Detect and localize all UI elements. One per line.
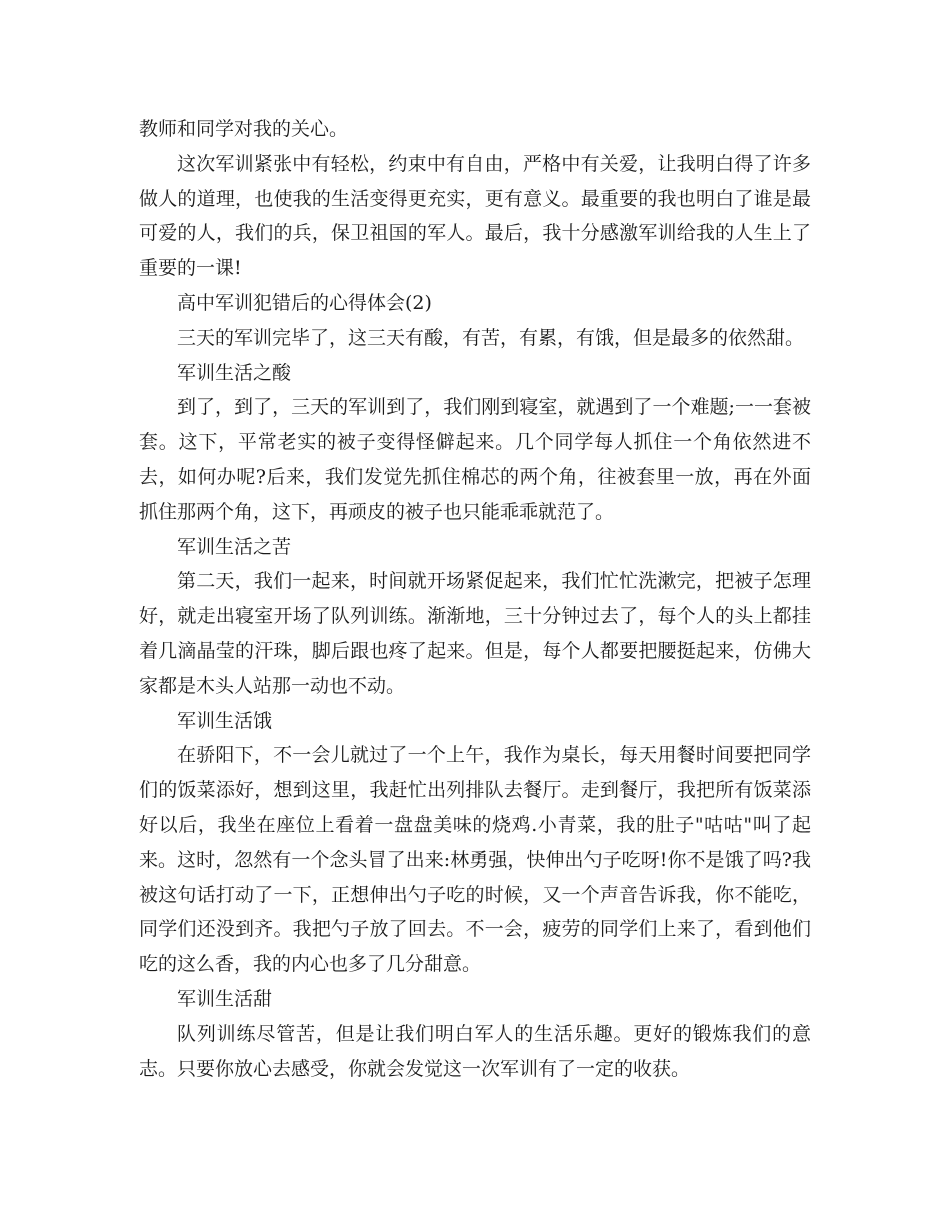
- section-heading-sour: 军训生活之酸: [177, 361, 292, 384]
- paragraph-sweet: 队列训练尽管苦，但是让我们明白军人的生活乐趣。更好的锻炼我们的意志。只要你放心去感受，你就会发觉这一次军训有了一定的收获。: [139, 1022, 811, 1080]
- section-heading-sweet: 军训生活甜: [177, 987, 273, 1010]
- article-title: 高中军训犯错后的心得体会(2): [177, 291, 432, 314]
- paragraph-conclusion: 这次军训紧张中有轻松，约束中有自由，严格中有关爱，让我明白得了许多做人的道理，也使我的生活变得更充实，更有意义。最重要的我也明白了谁是最可爱的人，我们的兵，保卫祖国的军人。最后，我十分感激军训给我的人生上了重要的一课!: [139, 152, 811, 280]
- section-heading-bitter: 军训生活之苦: [177, 535, 292, 558]
- document-body: [139, 112, 811, 1086]
- paragraph-sour: 到了，到了，三天的军训到了，我们刚到寝室，就遇到了一个难题;一一套被套。这下，平常老实的被子变得怪僻起来。几个同学每人抓住一个角依然进不去，如何办呢?后来，我们发觉先抓住棉芯的两个角，往被套里一放，再在外面抓住那两个角，这下，再顽皮的被子也只能乖乖就范了。: [139, 396, 811, 523]
- paragraph-continuation: 教师和同学对我的关心。: [139, 118, 349, 140]
- section-heading-hungry: 军训生活饿: [177, 709, 273, 732]
- paragraph-bitter: 第二天，我们一起来，时间就开场紧促起来，我们忙忙洗漱完，把被子怎理好，就走出寝室开场了队列训练。渐渐地，三十分钟过去了，每个人的头上都挂着几滴晶莹的汗珠，脚后跟也疼了起来。但是，每个人都要把腰挺起来，仿佛大家都是木头人站那一动也不动。: [139, 570, 811, 697]
- paragraph-hungry: 在骄阳下，不一会儿就过了一个上午，我作为桌长，每天用餐时间要把同学们的饭菜添好，想到这里，我赶忙出列排队去餐厅。走到餐厅，我把所有饭菜添好以后，我坐在座位上看着一盘盘美味的烧鸡.小青菜，我的肚子"咕咕"叫了起来。这时，忽然有一个念头冒了出来:林勇强，快伸出勺子吃呀!你不是饿了吗?我被这句话打动了一下，正想伸出勺子吃的时候，又一个声音告诉我，你不能吃，同学们还没到齐。我把勺子放了回去。不一会，疲劳的同学们上来了，看到他们吃的这么香，我的内心也多了几分甜意。: [139, 744, 811, 976]
- paragraph-intro: 三天的军训完毕了，这三天有酸，有苦，有累，有饿，但是最多的依然甜。: [177, 326, 805, 349]
